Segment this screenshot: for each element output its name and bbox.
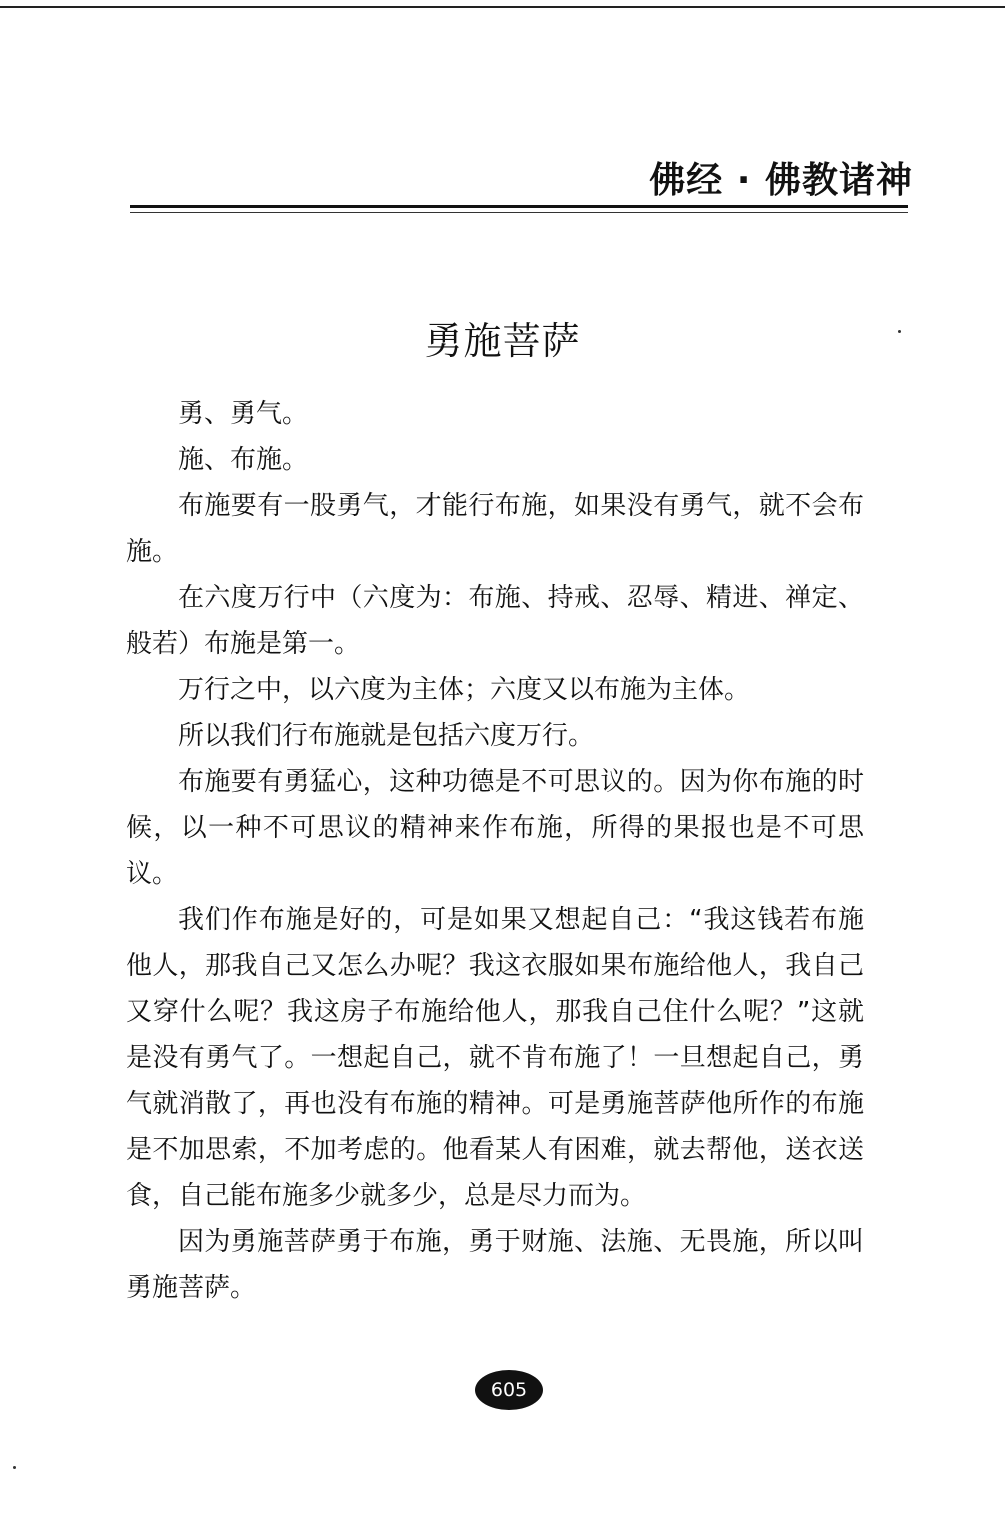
paragraph: 勇、勇气。 bbox=[178, 399, 309, 429]
running-header-title: 佛经 · 佛教诸神 bbox=[649, 160, 913, 201]
paragraph: 我们作布施是好的，可是如果又想起自己：“我这钱若布施他人，那我自己又怎么办呢？我这衣服如果布施给他人，我自己又穿什么呢？我这房子布施给他人，那我自己住什么呢？”这就是没有勇气了。一想起自己，就不肯布施了！一旦想起自己，勇气就消散了，再也没有布施的精神。可是勇施菩萨他所作的布施是不加思索，不加考虑的。他看某人有困难，就去帮他，送衣送食，自己能布施多少就多少，总是尽力而为。 bbox=[126, 905, 864, 1211]
body-text bbox=[126, 391, 864, 1311]
scan-speck bbox=[898, 330, 901, 333]
paragraph: 在六度万行中（六度为：布施、持戒、忍辱、精进、禅定、般若）布施是第一。 bbox=[126, 583, 864, 659]
paragraph: 施、布施。 bbox=[178, 445, 309, 475]
paragraph: 布施要有勇猛心，这种功德是不可思议的。因为你布施的时候，以一种不可思议的精神来作布施，所得的果报也是不可思议。 bbox=[126, 767, 864, 889]
top-border-rule bbox=[0, 6, 1005, 8]
header-rule-thick bbox=[130, 205, 908, 208]
page-number-badge: 605 bbox=[475, 1370, 543, 1410]
scan-speck bbox=[13, 1466, 16, 1469]
paragraph: 因为勇施菩萨勇于布施，勇于财施、法施、无畏施，所以叫勇施菩萨。 bbox=[126, 1227, 864, 1303]
paragraph: 万行之中，以六度为主体；六度又以布施为主体。 bbox=[178, 675, 751, 705]
paragraph: 布施要有一股勇气，才能行布施，如果没有勇气，就不会布施。 bbox=[126, 491, 864, 567]
header-rule-thin bbox=[130, 212, 908, 213]
paragraph: 所以我们行布施就是包括六度万行。 bbox=[178, 721, 595, 751]
chapter-title: 勇施菩萨 bbox=[424, 319, 581, 363]
